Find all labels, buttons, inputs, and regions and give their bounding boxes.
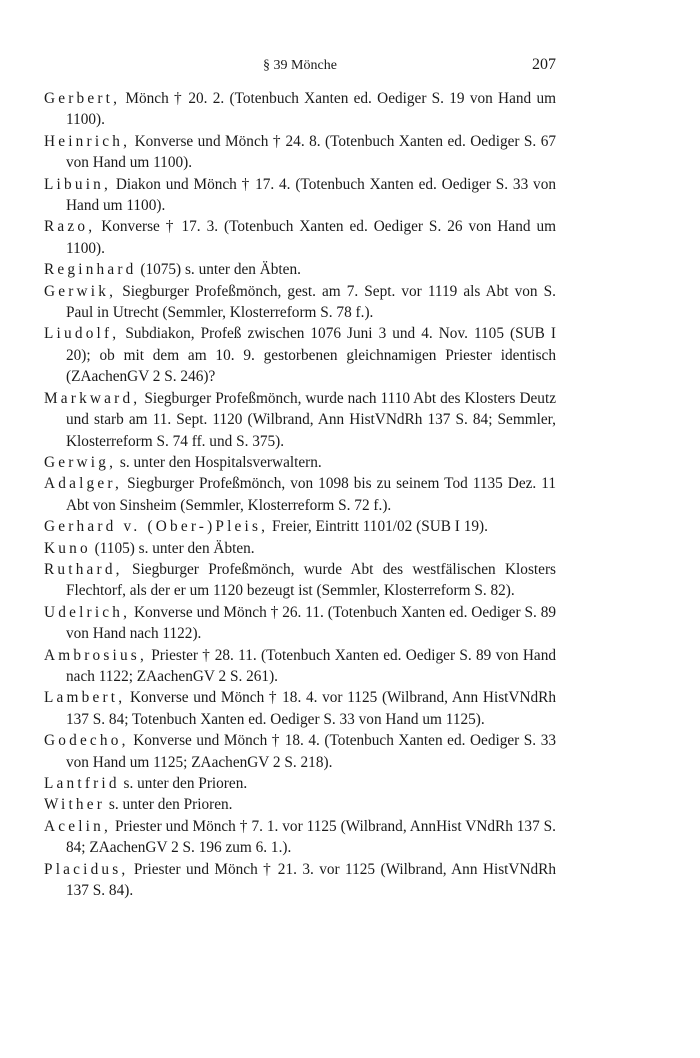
entry-text: Priester † 28. 11. (Totenbuch Xanten ed. Oediger S. 89 von Hand nach 1122; ZAachenGV 2 S. 261). <box>66 646 556 685</box>
entry-text: Konverse und Mönch † 26. 11. (Totenbuch Xanten ed. Oediger S. 89 von Hand nach 1122). <box>66 603 556 643</box>
entry-name: Placidus, <box>44 860 129 878</box>
list-item <box>44 131 556 174</box>
list-item <box>44 794 556 815</box>
entry-name: Ruthard, <box>44 560 123 578</box>
entry-text: Siegburger Profeßmönch, von 1098 bis zu seinem Tod 1135 Dez. 11 Abt von Sinsheim (Semmler, Klosterreform S. 72 f.). <box>66 475 556 514</box>
entry-text: (1075) s. unter den Äbten. <box>136 261 301 279</box>
entry-name: Godecho, <box>44 732 129 750</box>
list-item <box>44 216 556 259</box>
list-item <box>44 816 556 859</box>
list-item <box>44 559 556 602</box>
monk-entry-list <box>44 88 556 901</box>
running-head <box>44 58 556 88</box>
entry-name: Lantfrid <box>44 775 120 792</box>
list-item <box>44 730 556 773</box>
list-item <box>44 516 556 537</box>
entry-text: Konverse † 17. 3. (Totenbuch Xanten ed. Oediger S. 26 von Hand um 1100). <box>66 218 556 257</box>
list-item <box>44 452 556 473</box>
entry-name: Gerwig, <box>44 453 117 471</box>
entry-text: Konverse und Mönch † 18. 4. vor 1125 (Wilbrand, Ann HistVNdRh 137 S. 84; Totenbuch Xanten ed. Oediger S. 33 von Hand um 1125). <box>66 689 556 728</box>
entry-name: Liudolf, <box>44 325 120 343</box>
entry-text: Siegburger Profeßmönch, wurde Abt des westfälischen Klosters Flechtorf, als der er um 1120 bezeugt ist (Semmler, Klosterreform S. 82). <box>66 560 556 600</box>
entry-name: Udelrich, <box>44 603 131 621</box>
page-number: 207 <box>532 56 556 73</box>
list-item <box>44 281 556 324</box>
entry-name: Adalger, <box>44 475 123 493</box>
entry-name: Kuno <box>44 539 91 557</box>
entry-text: Priester und Mönch † 7. 1. vor 1125 (Wilbrand, AnnHist VNdRh 137 S. 84; ZAachenGV 2 S. 196 zum 6. 1.). <box>66 817 556 857</box>
entry-text: Mönch † 20. 2. (Totenbuch Xanten ed. Oediger S. 19 von Hand um 1100). <box>66 90 556 129</box>
entry-text: Siegburger Profeßmönch, wurde nach 1110 Abt des Klosters Deutz und starb am 11. Sept. 1120 (Wilbrand, Ann HistVNdRh 137 S. 84; Semmler, Klosterreform S. 74 ff. und S. 375). <box>66 389 556 450</box>
entry-text: Subdiakon, Profeß zwischen 1076 Juni 3 und 4. Nov. 1105 (SUB I 20); ob mit dem am 10. 9. gestorbenen gleichnamigen Priester identisch (ZAachenGV 2 S. 246)? <box>66 325 556 386</box>
list-item <box>44 687 556 730</box>
entry-name: Lambert, <box>44 689 126 707</box>
book-page <box>44 58 556 901</box>
entry-name: Gerbert, <box>44 90 121 107</box>
list-item <box>44 538 556 559</box>
entry-name: Ambrosius, <box>44 646 147 664</box>
entry-text: s. unter den Prioren. <box>119 775 248 792</box>
list-item <box>44 473 556 516</box>
entry-name: Libuin, <box>44 175 112 193</box>
entry-text: Priester und Mönch † 21. 3. vor 1125 (Wilbrand, Ann HistVNdRh 137 S. 84). <box>66 860 556 900</box>
entry-text: Konverse und Mönch † 24. 8. (Totenbuch Xanten ed. Oediger S. 67 von Hand um 1100). <box>66 132 556 172</box>
entry-name: Markward, <box>44 389 141 407</box>
list-item <box>44 88 556 131</box>
list-item <box>44 323 556 387</box>
running-title: § 39 Mönche <box>263 58 337 73</box>
list-item <box>44 174 556 217</box>
entry-name: Gerhard v. (Ober-)Pleis, <box>44 518 269 536</box>
entry-name: Acelin, <box>44 817 111 835</box>
entry-name: Wither <box>44 796 106 814</box>
entry-text: Diakon und Mönch † 17. 4. (Totenbuch Xanten ed. Oediger S. 33 von Hand um 1100). <box>66 175 556 215</box>
list-item <box>44 259 556 280</box>
entry-text: s. unter den Prioren. <box>105 796 233 814</box>
list-item <box>44 645 556 688</box>
entry-name: Heinrich, <box>44 132 131 150</box>
list-item <box>44 388 556 452</box>
entry-name: Gerwik, <box>44 282 117 300</box>
entry-text: Siegburger Profeßmönch, gest. am 7. Sept. vor 1119 als Abt von S. Paul in Utrecht (Semmler, Klosterreform S. 78 f.). <box>66 282 556 322</box>
entry-name: Razo, <box>44 218 96 236</box>
list-item <box>44 859 556 902</box>
entry-text: Konverse und Mönch † 18. 4. (Totenbuch Xanten ed. Oediger S. 33 von Hand um 1125; ZAachenGV 2 S. 218). <box>66 732 556 771</box>
list-item <box>44 773 556 794</box>
entry-text: (1105) s. unter den Äbten. <box>90 539 255 557</box>
entry-name: Reginhard <box>44 261 137 279</box>
entry-text: Freier, Eintritt 1101/02 (SUB I 19). <box>268 518 488 536</box>
list-item <box>44 602 556 645</box>
entry-text: s. unter den Hospitalsverwaltern. <box>116 453 322 471</box>
